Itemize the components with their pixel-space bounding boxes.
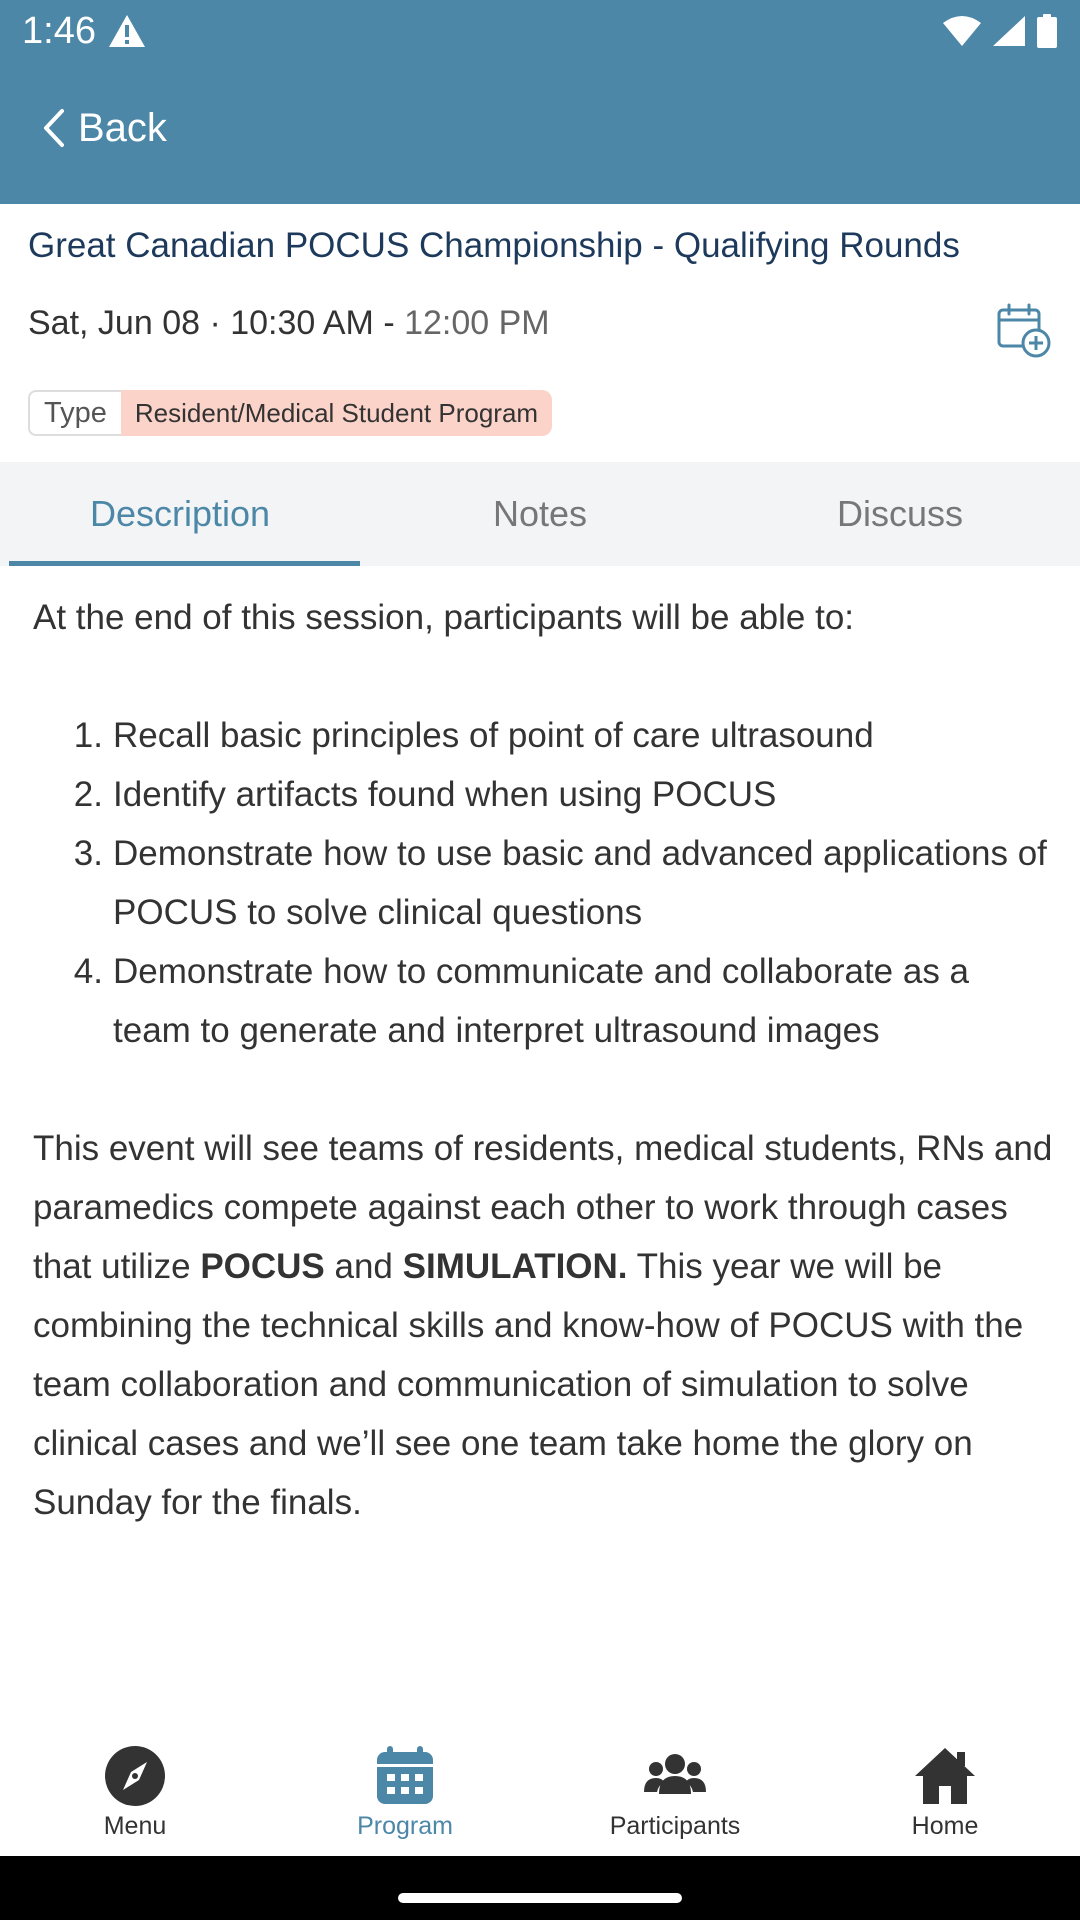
para-bold-simulation: SIMULATION. <box>402 1247 628 1286</box>
nav-participants[interactable] <box>540 1720 810 1856</box>
chevron-left-icon <box>42 108 66 148</box>
status-bar <box>0 0 1080 64</box>
list-item <box>33 824 1053 942</box>
list-item <box>33 706 1053 765</box>
nav-program[interactable] <box>270 1720 540 1856</box>
tab-description[interactable]: Description <box>0 462 360 566</box>
signal-icon <box>992 15 1026 47</box>
tag-value: Resident/Medical Student Program <box>121 390 552 436</box>
nav-menu-label: Menu <box>103 1812 167 1840</box>
battery-icon <box>1036 14 1058 48</box>
people-icon <box>643 1744 707 1808</box>
nav-participants-label: Participants <box>609 1812 741 1840</box>
event-end-time: 12:00 PM <box>404 304 550 342</box>
description-content <box>33 588 1053 1532</box>
list-number: 2. <box>73 775 103 814</box>
description-paragraph <box>33 1119 1053 1532</box>
tag-key: Type <box>28 390 121 436</box>
para-text-3: This year we will be combining the technical skills and know-how of POCUS with the team collaboration and communication of simulation to solve clinical cases and we’ll see one team take home the glory on Sunday for the finals. <box>33 1247 1024 1522</box>
bottom-nav <box>0 1720 1080 1856</box>
list-item <box>33 765 1053 824</box>
para-text-1: This event will see teams of residents, medical students, RNs and paramedics compete against each other to work through cases that utilize <box>33 1129 1053 1286</box>
calendar-icon <box>373 1744 437 1808</box>
status-time: 1:46 <box>22 10 96 52</box>
add-to-calendar-icon[interactable] <box>996 302 1052 358</box>
compass-icon <box>103 1744 167 1808</box>
home-icon <box>913 1744 977 1808</box>
tab-discuss[interactable]: Discuss <box>836 493 964 534</box>
description-intro: At the end of this session, participants will be able to: <box>33 598 855 637</box>
warning-icon <box>108 14 146 48</box>
type-tag <box>28 390 552 436</box>
wifi-icon <box>942 15 982 47</box>
list-item <box>33 942 1053 1060</box>
event-title: Great Canadian POCUS Championship - Qualifying Rounds <box>28 226 960 265</box>
back-label: Back <box>78 105 167 150</box>
tab-notes[interactable]: Notes <box>492 493 588 534</box>
app-header <box>0 0 1080 204</box>
para-text-2: and <box>324 1247 403 1286</box>
nav-program-label: Program <box>357 1812 453 1840</box>
nav-home-label: Home <box>911 1812 979 1840</box>
status-icons <box>942 14 1058 48</box>
list-text: Identify artifacts found when using POCUS <box>113 775 777 814</box>
system-gesture-bar <box>0 1856 1080 1920</box>
list-text: Demonstrate how to use basic and advanced applications of POCUS to solve clinical questions <box>113 834 1047 932</box>
list-number: 4. <box>73 952 103 991</box>
back-button[interactable] <box>42 98 167 158</box>
nav-home[interactable] <box>810 1720 1080 1856</box>
event-time <box>28 304 550 343</box>
tab-bar <box>0 462 1080 566</box>
list-text: Demonstrate how to communicate and collaborate as a team to generate and interpret ultrasound images <box>113 952 970 1050</box>
gesture-handle[interactable] <box>398 1893 682 1903</box>
list-number: 3. <box>73 834 103 873</box>
objectives-list <box>33 706 1053 1060</box>
list-text: Recall basic principles of point of care ultrasound <box>113 716 874 755</box>
para-bold-pocus: POCUS <box>200 1247 325 1286</box>
event-start: Sat, Jun 08 · 10:30 AM - <box>28 304 405 342</box>
list-number: 1. <box>73 716 103 755</box>
nav-menu[interactable] <box>0 1720 270 1856</box>
